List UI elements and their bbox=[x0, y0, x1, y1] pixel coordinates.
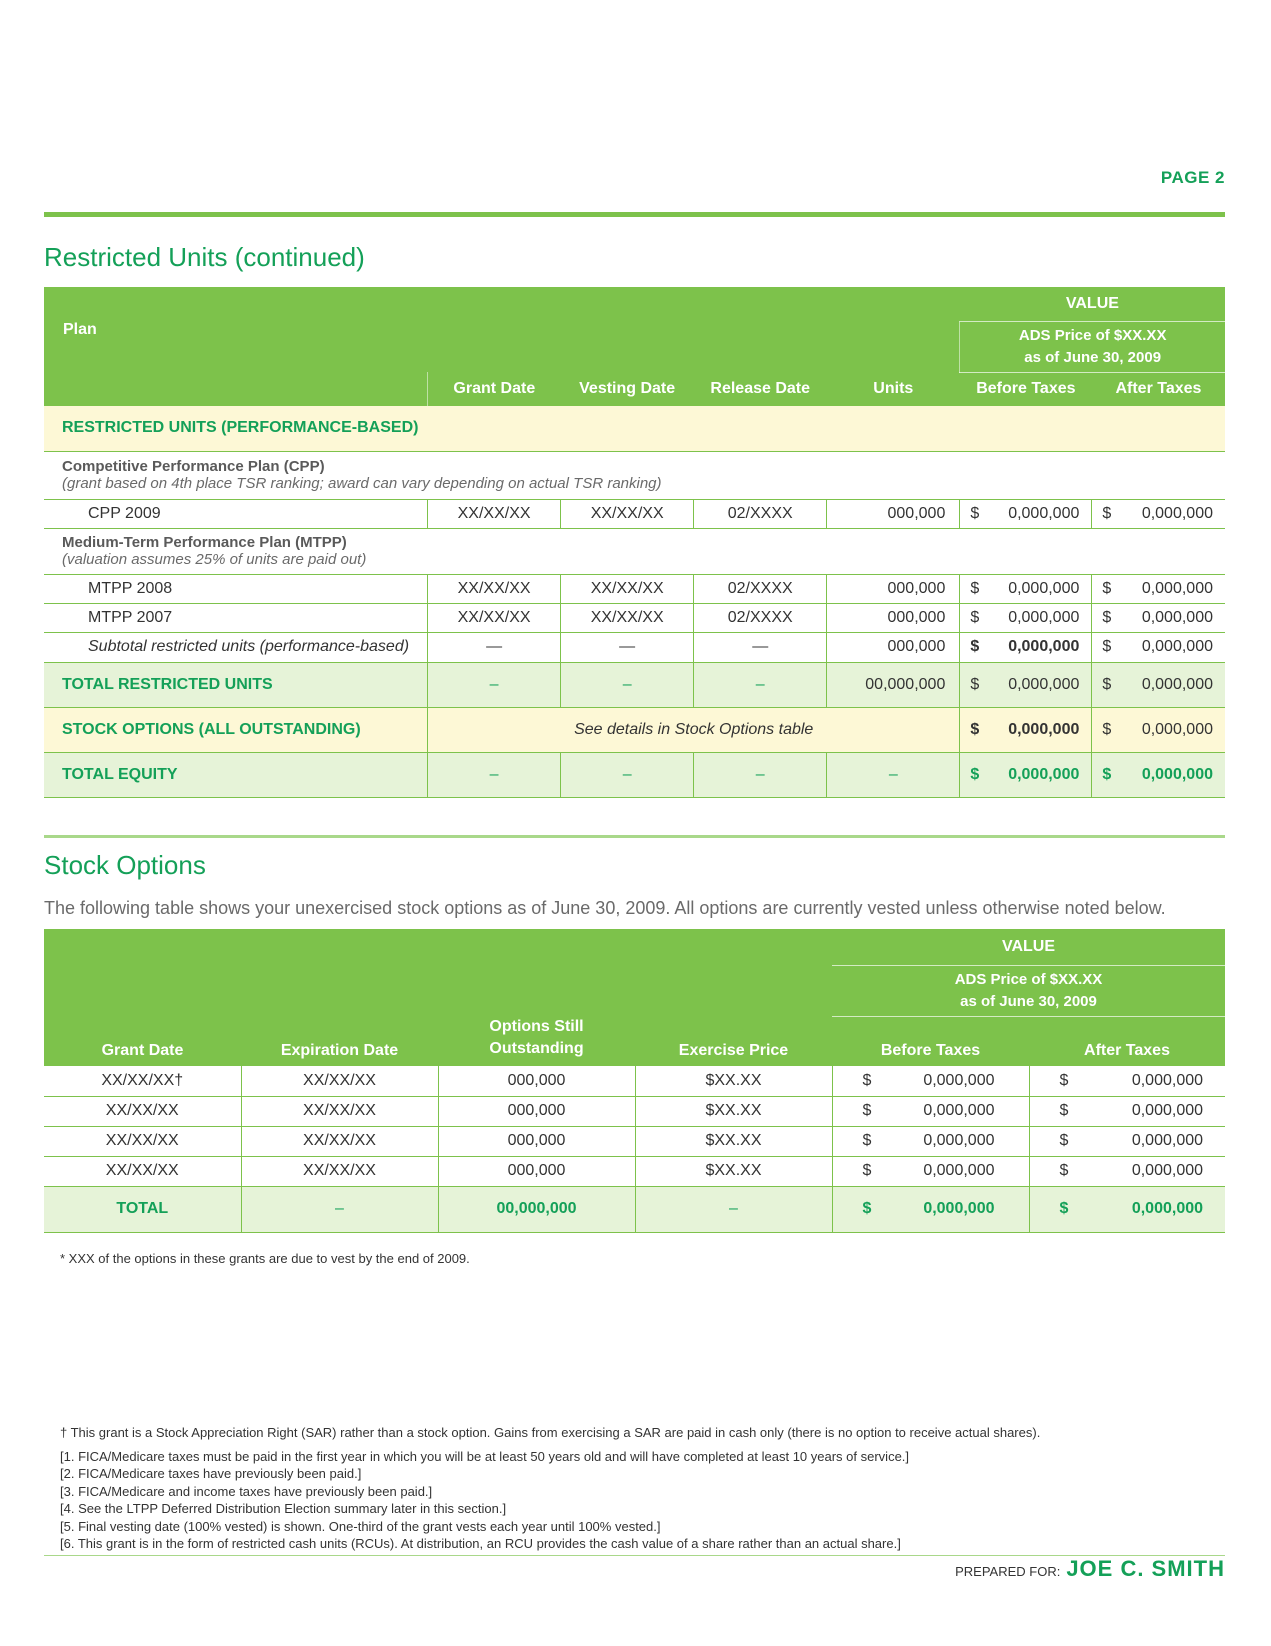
footnote: [4. See the LTPP Deferred Distribution Election summary later in this section.] bbox=[60, 1501, 507, 1516]
table-row: XX/XX/XX XX/XX/XX 000,000 $XX.XX $ 0,000,000 $ 0,000,000 bbox=[44, 1096, 1225, 1126]
total-restricted-row: TOTAL RESTRICTED UNITS – – – 00,000,000 $ 0,000,000 $ 0,000,000 bbox=[44, 662, 1225, 707]
stock-options-row: STOCK OPTIONS (ALL OUTSTANDING) See details in Stock Options table $ 0,000,000 $ 0,000,000 bbox=[44, 707, 1225, 752]
cpp-group-note: (grant based on 4th place TSR ranking; award can vary depending on actual TSR ranking) bbox=[62, 475, 662, 492]
stock-options-intro: The following table shows your unexercised stock options as of June 30, 2009. All options are currently vested unless otherwise noted below. bbox=[44, 898, 1166, 918]
performance-band: RESTRICTED UNITS (PERFORMANCE-BASED) bbox=[62, 419, 419, 437]
expiration-date-header: Expiration Date bbox=[280, 1042, 399, 1059]
grant-date-header: Grant Date bbox=[428, 372, 561, 406]
mtpp-group-header bbox=[44, 528, 1225, 574]
cpp-group-header bbox=[44, 451, 1225, 499]
vesting-date-header: Vesting Date bbox=[579, 380, 676, 397]
subtotal-row: Subtotal restricted units (performance-based) — — — 000,000 $ 0,000,000 $ 0,000,000 bbox=[44, 632, 1225, 662]
options-outstanding-header: Options Still Outstanding bbox=[489, 1018, 584, 1057]
plan-column-header: Plan bbox=[63, 320, 97, 338]
prepared-for-name: JOE C. SMITH bbox=[1066, 1556, 1225, 1581]
opt-after-taxes-header: After Taxes bbox=[1084, 1042, 1170, 1059]
footnote: [6. This grant is in the form of restricted cash units (RCUs). At distribution, an RCU provides the cash value of a share rather than an actual share.] bbox=[60, 1536, 901, 1551]
restricted-units-title: Restricted Units (continued) bbox=[44, 242, 365, 272]
table-row: XX/XX/XX† XX/XX/XX 000,000 $XX.XX $ 0,000,000 $ 0,000,000 bbox=[44, 1066, 1225, 1096]
opt-before-taxes-header: Before Taxes bbox=[880, 1042, 981, 1059]
top-divider bbox=[44, 212, 1225, 217]
after-taxes-header: After Taxes bbox=[1115, 380, 1202, 398]
table-row: XX/XX/XX XX/XX/XX 000,000 $XX.XX $ 0,000,000 $ 0,000,000 bbox=[44, 1156, 1225, 1186]
restricted-units-table bbox=[44, 287, 1225, 798]
footnote: [2. FICA/Medicare taxes have previously been paid.] bbox=[60, 1466, 362, 1481]
cpp-group-title: Competitive Performance Plan (CPP) bbox=[62, 458, 325, 475]
section-divider bbox=[44, 835, 1225, 838]
release-date-header: Release Date bbox=[710, 380, 811, 397]
options-ads-price-header: ADS Price of $XX.XX as of June 30, 2009 bbox=[832, 965, 1225, 1016]
footnote: † This grant is a Stock Appreciation Right (SAR) rather than a stock option. Gains from exercising a SAR are paid in cash only (there is no option to receive actual shares). bbox=[60, 1425, 1041, 1440]
table-row: MTPP 2008 XX/XX/XX XX/XX/XX 02/XXXX 000,000 $ 0,000,000 $ 0,000,000 bbox=[44, 574, 1225, 603]
prepared-for bbox=[955, 1556, 1225, 1582]
mtpp-group-note: (valuation assumes 25% of units are paid out) bbox=[62, 551, 367, 568]
footnote: [1. FICA/Medicare taxes must be paid in the first year in which you will be at least 50 years old and will have completed at least 10 years of service.] bbox=[60, 1448, 910, 1464]
stock-options-title: Stock Options bbox=[44, 850, 206, 880]
value-header: VALUE bbox=[960, 287, 1225, 321]
table-row: MTPP 2007 XX/XX/XX XX/XX/XX 02/XXXX 000,000 $ 0,000,000 $ 0,000,000 bbox=[44, 603, 1225, 632]
units-header: Units bbox=[873, 380, 914, 397]
footnotes bbox=[60, 1424, 1040, 1553]
table-row: XX/XX/XX XX/XX/XX 000,000 $XX.XX $ 0,000,000 $ 0,000,000 bbox=[44, 1126, 1225, 1156]
vesting-note: * XXX of the options in these grants are due to vest by the end of 2009. bbox=[60, 1251, 470, 1266]
footnote: [3. FICA/Medicare and income taxes have previously been paid.] bbox=[60, 1483, 433, 1499]
before-taxes-header: Before Taxes bbox=[976, 380, 1076, 398]
mtpp-group-title: Medium-Term Performance Plan (MTPP) bbox=[62, 534, 347, 551]
exercise-price-header: Exercise Price bbox=[678, 1042, 789, 1059]
options-value-header: VALUE bbox=[832, 929, 1225, 965]
page-number: PAGE 2 bbox=[1160, 168, 1225, 187]
prepared-for-label: PREPARED FOR: bbox=[955, 1564, 1061, 1579]
total-equity-row: TOTAL EQUITY – – – – $ 0,000,000 $ 0,000,000 bbox=[44, 752, 1225, 797]
ads-price-header: ADS Price of $XX.XX as of June 30, 2009 bbox=[960, 321, 1225, 372]
opt-grant-date-header: Grant Date bbox=[101, 1042, 184, 1059]
table-row: CPP 2009 XX/XX/XX XX/XX/XX 02/XXXX 000,000 $ 0,000,000 $ 0,000,000 bbox=[44, 499, 1225, 528]
footnote: [5. Final vesting date (100% vested) is shown. One-third of the grant vests each year until 100% vested.] bbox=[60, 1518, 661, 1534]
options-total-row: TOTAL – 00,000,000 – $ 0,000,000 $ 0,000,000 bbox=[44, 1186, 1225, 1232]
stock-options-table bbox=[44, 929, 1225, 1233]
